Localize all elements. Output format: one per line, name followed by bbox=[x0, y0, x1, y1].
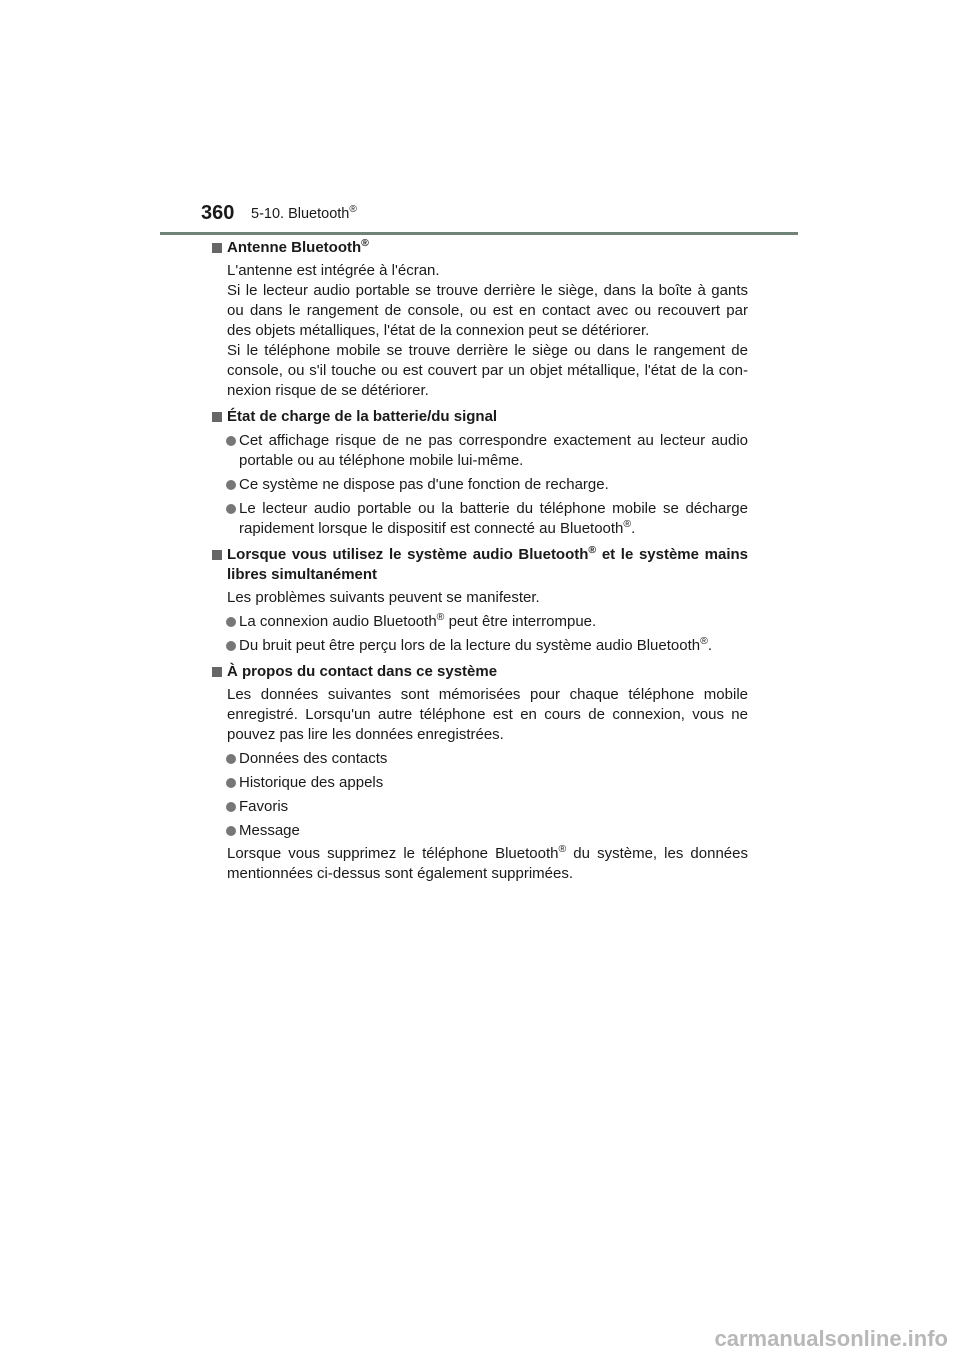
round-bullet-icon bbox=[226, 778, 236, 788]
round-bullet-icon bbox=[226, 617, 236, 627]
watermark: carmanualsonline.info bbox=[714, 1326, 948, 1351]
heading-systeme-audio-mains-libres: Lorsque vous utilisez le système audio Bluetooth® et le système mains libres simultanément bbox=[212, 545, 748, 585]
paragraph-donnees: Les données suivantes sont mémorisées pour chaque téléphone mobile enregistré. Lorsqu'un autre téléphone est en cours de connexion, vous ne pouvez pas lire les données enregistrées. bbox=[227, 686, 748, 743]
list-item: Ce système ne dispose pas d'une fonction de recharge. bbox=[212, 475, 748, 495]
section-header: 5-10. Bluetooth® bbox=[251, 204, 357, 222]
list-item: Données des contacts bbox=[212, 749, 748, 769]
square-bullet-icon bbox=[212, 412, 222, 422]
page-number: 360 bbox=[201, 202, 235, 224]
heading-etat-charge: État de charge de la batterie/du signal bbox=[212, 407, 748, 427]
list-item: Le lecteur audio portable ou la batterie du téléphone mobile se décharge rapidement lorsque le dispositif est connecté au Bluetooth®. bbox=[212, 499, 748, 539]
round-bullet-icon bbox=[226, 480, 236, 490]
list-item: Du bruit peut être perçu lors de la lecture du système audio Bluetooth®. bbox=[212, 636, 748, 656]
heading-antenne-bluetooth: Antenne Bluetooth® bbox=[212, 238, 748, 258]
square-bullet-icon bbox=[212, 667, 222, 677]
square-bullet-icon bbox=[212, 550, 222, 560]
list-item: Favoris bbox=[212, 797, 748, 817]
page-content bbox=[212, 238, 748, 884]
paragraph-suppression: Lorsque vous supprimez le téléphone Bluetooth® du système, les données mentionnées ci-dessus sont également supprimées. bbox=[227, 843, 748, 882]
header-rule bbox=[160, 232, 798, 235]
list-item: Historique des appels bbox=[212, 773, 748, 793]
paragraph-antenne: L'antenne est intégrée à l'écran. Si le lecteur audio portable se trouve derrière le siège, dans la boîte à gants ou dans le rangement de console, ou est en contact avec ou recouvert par des objets métalliques, l'état de la connexion peut se détériorer. Si le téléphone mobile se trouve derrière le siège ou dans le rangement de console, ou s'il touche ou est couvert par un objet métallique, l'état de la con-nexion risque de se détériorer. bbox=[227, 262, 748, 399]
paragraph-problemes: Les problèmes suivants peuvent se manifester. bbox=[227, 589, 540, 606]
list-item: La connexion audio Bluetooth® peut être interrompue. bbox=[212, 612, 748, 632]
round-bullet-icon bbox=[226, 504, 236, 514]
list-item: Cet affichage risque de ne pas correspondre exactement au lecteur audio portable ou au téléphone mobile lui-même. bbox=[212, 431, 748, 471]
round-bullet-icon bbox=[226, 436, 236, 446]
square-bullet-icon bbox=[212, 243, 222, 253]
list-item: Message bbox=[212, 821, 748, 841]
round-bullet-icon bbox=[226, 826, 236, 836]
round-bullet-icon bbox=[226, 802, 236, 812]
round-bullet-icon bbox=[226, 641, 236, 651]
heading-contact-systeme: À propos du contact dans ce système bbox=[212, 662, 748, 682]
round-bullet-icon bbox=[226, 754, 236, 764]
